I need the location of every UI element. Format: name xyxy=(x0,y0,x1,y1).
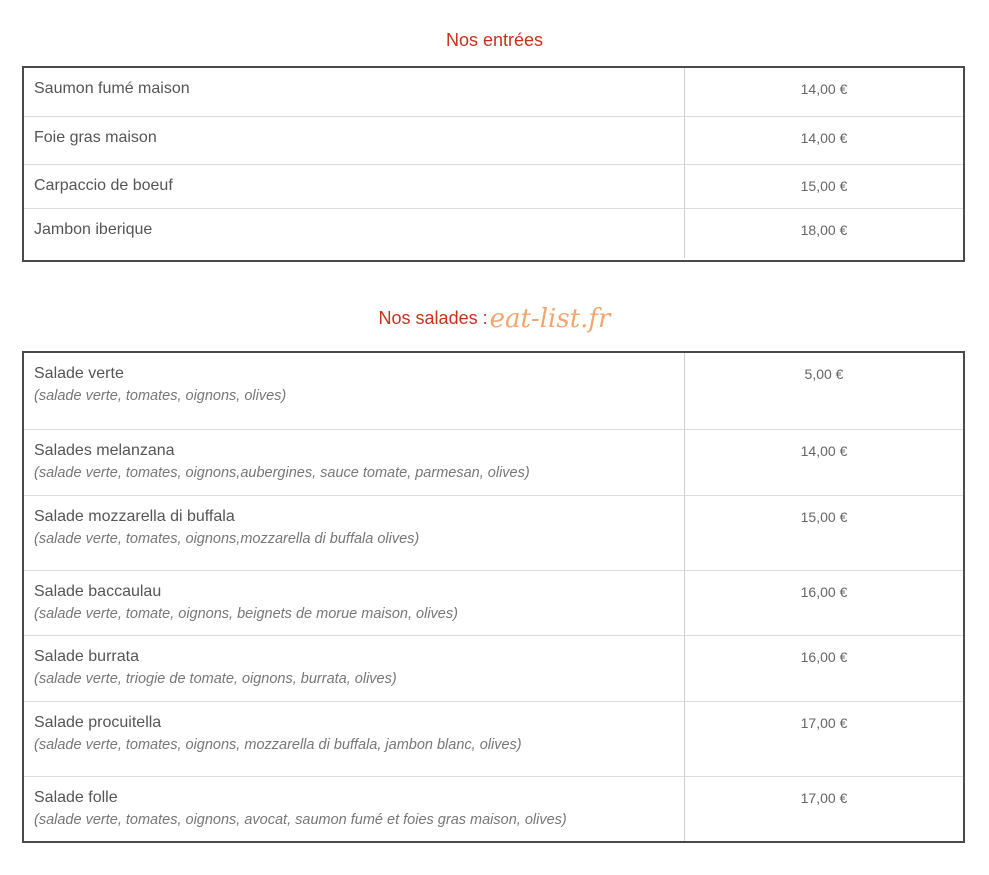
table-row xyxy=(24,495,963,570)
dish-cell xyxy=(24,777,685,841)
dish-price: 15,00 € xyxy=(800,178,848,194)
table-row xyxy=(24,208,963,258)
dish-price: 17,00 € xyxy=(800,790,848,806)
dish-name: Saumon fumé maison xyxy=(34,80,190,97)
dish-description: (salade verte, triogie de tomate, oignons, burrata, olives) xyxy=(34,671,397,687)
dish-price: 5,00 € xyxy=(804,366,844,382)
dish-name: Foie gras maison xyxy=(34,129,157,146)
table-row xyxy=(24,164,963,208)
dish-description: (salade verte, tomates, oignons,mozzarella di buffala olives) xyxy=(34,531,420,547)
table-row xyxy=(24,353,963,429)
entrees-table xyxy=(22,66,965,262)
salades-title-text: Nos salades : xyxy=(378,308,488,328)
dish-cell xyxy=(24,636,685,701)
dish-price: 14,00 € xyxy=(800,443,848,459)
table-row xyxy=(24,570,963,635)
dish-cell xyxy=(24,117,685,164)
dish-name: Salade baccaulau xyxy=(34,583,162,600)
dish-cell xyxy=(24,496,685,570)
dish-cell xyxy=(24,430,685,495)
dish-name: Salade procuitella xyxy=(34,714,162,731)
dish-price: 15,00 € xyxy=(800,509,848,525)
dish-cell xyxy=(24,571,685,635)
dish-name: Salade burrata xyxy=(34,648,139,665)
table-row xyxy=(24,429,963,495)
dish-price: 16,00 € xyxy=(800,584,848,600)
dish-price: 14,00 € xyxy=(800,81,848,97)
dish-name: Salade folle xyxy=(34,789,118,806)
table-row xyxy=(24,776,963,841)
dish-price: 14,00 € xyxy=(800,130,848,146)
table-row xyxy=(24,635,963,701)
dish-cell xyxy=(24,68,685,116)
dish-name: Carpaccio de boeuf xyxy=(34,177,173,194)
entrees-title: Nos entrées xyxy=(445,30,544,50)
salades-title xyxy=(0,304,989,334)
salades-table xyxy=(22,351,965,843)
dish-description: (salade verte, tomate, oignons, beignets de morue maison, olives) xyxy=(34,606,458,622)
dish-cell xyxy=(24,209,685,258)
dish-cell xyxy=(24,702,685,776)
dish-name: Salade verte xyxy=(34,365,124,382)
dish-price: 17,00 € xyxy=(800,715,848,731)
dish-cell xyxy=(24,353,685,429)
dish-name: Salade mozzarella di buffala xyxy=(34,508,235,525)
dish-description: (salade verte, tomates, oignons, olives) xyxy=(34,388,287,404)
table-row xyxy=(24,701,963,776)
watermark-text: eat-list.fr xyxy=(489,304,611,334)
dish-description: (salade verte, tomates, oignons, avocat, saumon fumé et foies gras maison, olives) xyxy=(34,812,567,828)
dish-name: Jambon iberique xyxy=(34,221,153,238)
table-row xyxy=(24,116,963,164)
table-row xyxy=(24,68,963,116)
dish-cell xyxy=(24,165,685,208)
dish-description: (salade verte, tomates, oignons, mozzarella di buffala, jambon blanc, olives) xyxy=(34,737,522,753)
dish-price: 18,00 € xyxy=(800,222,848,238)
dish-price: 16,00 € xyxy=(800,649,848,665)
dish-description: (salade verte, tomates, oignons,aubergines, sauce tomate, parmesan, olives) xyxy=(34,465,530,481)
dish-name: Salades melanzana xyxy=(34,442,175,459)
